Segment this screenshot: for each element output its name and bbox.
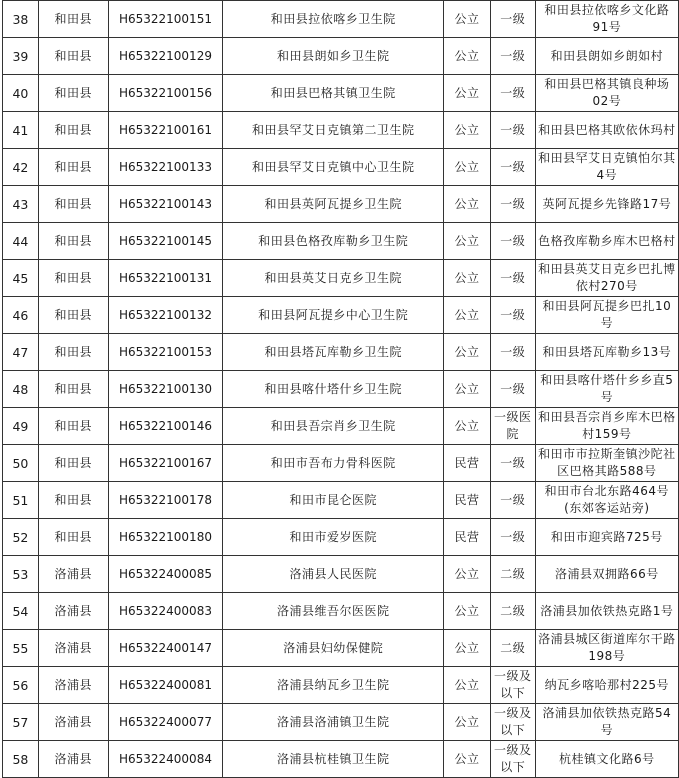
ownership-type-cell: 公立: [444, 1, 491, 38]
hospital-name-cell: 和田县英艾日克乡卫生院: [223, 260, 444, 297]
row-number: 39: [3, 38, 39, 75]
institution-code-cell: H65322100151: [108, 1, 223, 38]
hospital-level-cell: 一级医院: [490, 408, 535, 445]
institution-code-cell: H65322400077: [108, 704, 223, 741]
row-number: 53: [3, 556, 39, 593]
hospital-name-cell: 和田县拉依喀乡卫生院: [223, 1, 444, 38]
ownership-type-cell: 民营: [444, 519, 491, 556]
county-cell: 和田县: [38, 445, 108, 482]
row-number: 54: [3, 593, 39, 630]
hospital-name-cell: 洛浦县妇幼保健院: [223, 630, 444, 667]
ownership-type-cell: 公立: [444, 75, 491, 112]
hospital-level-cell: 一级: [490, 1, 535, 38]
institution-code-cell: H65322100156: [108, 75, 223, 112]
row-number: 40: [3, 75, 39, 112]
hospital-name-cell: 和田市吾布力骨科医院: [223, 445, 444, 482]
ownership-type-cell: 公立: [444, 593, 491, 630]
institution-code-cell: H65322100146: [108, 408, 223, 445]
county-cell: 和田县: [38, 334, 108, 371]
institution-code-cell: H65322100143: [108, 186, 223, 223]
address-cell: 洛浦县双拥路66号: [535, 556, 678, 593]
institution-code-cell: H65322100131: [108, 260, 223, 297]
ownership-type-cell: 公立: [444, 371, 491, 408]
row-number: 45: [3, 260, 39, 297]
table-row: [3, 445, 679, 482]
row-number: 43: [3, 186, 39, 223]
county-cell: 和田县: [38, 260, 108, 297]
hospital-name-cell: 和田县喀什塔什乡卫生院: [223, 371, 444, 408]
table-row: [3, 630, 679, 667]
institution-code-cell: H65322100130: [108, 371, 223, 408]
institution-code-cell: H65322400085: [108, 556, 223, 593]
table-row: [3, 408, 679, 445]
hospital-name-cell: 和田县罕艾日克镇第二卫生院: [223, 112, 444, 149]
ownership-type-cell: 公立: [444, 223, 491, 260]
ownership-type-cell: 公立: [444, 408, 491, 445]
institution-code-cell: H65322100161: [108, 112, 223, 149]
table-row: [3, 112, 679, 149]
table-body: [3, 1, 679, 778]
hospital-level-cell: 一级: [490, 334, 535, 371]
row-number: 56: [3, 667, 39, 704]
hospital-level-cell: 二级: [490, 556, 535, 593]
address-cell: 和田县朗如乡朗如村: [535, 38, 678, 75]
table-row: [3, 519, 679, 556]
county-cell: 和田县: [38, 223, 108, 260]
row-number: 57: [3, 704, 39, 741]
address-cell: 和田市迎宾路725号: [535, 519, 678, 556]
ownership-type-cell: 民营: [444, 482, 491, 519]
row-number: 49: [3, 408, 39, 445]
address-cell: 和田县吾宗肖乡库木巴格村159号: [535, 408, 678, 445]
county-cell: 和田县: [38, 112, 108, 149]
row-number: 55: [3, 630, 39, 667]
ownership-type-cell: 公立: [444, 149, 491, 186]
ownership-type-cell: 公立: [444, 630, 491, 667]
hospital-name-cell: 洛浦县杭桂镇卫生院: [223, 741, 444, 778]
ownership-type-cell: 公立: [444, 704, 491, 741]
county-cell: 洛浦县: [38, 630, 108, 667]
hospital-level-cell: 一级: [490, 482, 535, 519]
hospital-name-cell: 和田县色格孜库勒乡卫生院: [223, 223, 444, 260]
institution-code-cell: H65322100132: [108, 297, 223, 334]
hospital-name-cell: 洛浦县洛浦镇卫生院: [223, 704, 444, 741]
row-number: 52: [3, 519, 39, 556]
ownership-type-cell: 公立: [444, 186, 491, 223]
county-cell: 洛浦县: [38, 704, 108, 741]
ownership-type-cell: 公立: [444, 112, 491, 149]
hospital-name-cell: 和田县阿瓦提乡中心卫生院: [223, 297, 444, 334]
hospital-level-cell: 一级及以下: [490, 667, 535, 704]
county-cell: 和田县: [38, 297, 108, 334]
hospital-table: [2, 0, 679, 778]
hospital-name-cell: 和田县吾宗肖乡卫生院: [223, 408, 444, 445]
institution-code-cell: H65322400081: [108, 667, 223, 704]
table-row: [3, 556, 679, 593]
county-cell: 洛浦县: [38, 741, 108, 778]
county-cell: 和田县: [38, 371, 108, 408]
address-cell: 和田市市拉斯奎镇沙陀社区巴格其路588号: [535, 445, 678, 482]
hospital-level-cell: 一级: [490, 445, 535, 482]
ownership-type-cell: 公立: [444, 556, 491, 593]
row-number: 47: [3, 334, 39, 371]
hospital-level-cell: 一级: [490, 371, 535, 408]
address-cell: 纳瓦乡喀哈那村225号: [535, 667, 678, 704]
address-cell: 洛浦县加依铁热克路1号: [535, 593, 678, 630]
table-row: [3, 334, 679, 371]
hospital-name-cell: 和田县朗如乡卫生院: [223, 38, 444, 75]
hospital-level-cell: 二级: [490, 630, 535, 667]
hospital-level-cell: 一级及以下: [490, 704, 535, 741]
row-number: 46: [3, 297, 39, 334]
address-cell: 和田县巴格其欧依休玛村: [535, 112, 678, 149]
county-cell: 洛浦县: [38, 667, 108, 704]
table-row: [3, 371, 679, 408]
hospital-level-cell: 一级: [490, 38, 535, 75]
row-number: 50: [3, 445, 39, 482]
institution-code-cell: H65322400083: [108, 593, 223, 630]
address-cell: 和田县英艾日克乡巴扎博依村270号: [535, 260, 678, 297]
hospital-name-cell: 洛浦县人民医院: [223, 556, 444, 593]
address-cell: 和田县塔瓦库勒乡13号: [535, 334, 678, 371]
ownership-type-cell: 公立: [444, 260, 491, 297]
institution-code-cell: H65322400147: [108, 630, 223, 667]
hospital-level-cell: 一级: [490, 297, 535, 334]
address-cell: 和田县拉依喀乡文化路91号: [535, 1, 678, 38]
hospital-level-cell: 二级: [490, 593, 535, 630]
county-cell: 和田县: [38, 38, 108, 75]
institution-code-cell: H65322400084: [108, 741, 223, 778]
table-row: [3, 223, 679, 260]
row-number: 48: [3, 371, 39, 408]
institution-code-cell: H65322100178: [108, 482, 223, 519]
hospital-level-cell: 一级: [490, 260, 535, 297]
table-row: [3, 260, 679, 297]
table-row: [3, 297, 679, 334]
hospital-level-cell: 一级: [490, 149, 535, 186]
county-cell: 洛浦县: [38, 593, 108, 630]
county-cell: 和田县: [38, 1, 108, 38]
table-row: [3, 75, 679, 112]
hospital-name-cell: 和田县巴格其镇卫生院: [223, 75, 444, 112]
institution-code-cell: H65322100167: [108, 445, 223, 482]
row-number: 41: [3, 112, 39, 149]
table-row: [3, 482, 679, 519]
institution-code-cell: H65322100153: [108, 334, 223, 371]
table-row: [3, 593, 679, 630]
ownership-type-cell: 民营: [444, 445, 491, 482]
hospital-name-cell: 和田市昆仑医院: [223, 482, 444, 519]
table-row: [3, 1, 679, 38]
institution-code-cell: H65322100180: [108, 519, 223, 556]
hospital-level-cell: 一级: [490, 75, 535, 112]
table-row: [3, 149, 679, 186]
hospital-name-cell: 和田县塔瓦库勒乡卫生院: [223, 334, 444, 371]
table-row: [3, 704, 679, 741]
address-cell: 和田县喀什塔什乡乡直5号: [535, 371, 678, 408]
hospital-level-cell: 一级: [490, 112, 535, 149]
ownership-type-cell: 公立: [444, 741, 491, 778]
institution-code-cell: H65322100129: [108, 38, 223, 75]
ownership-type-cell: 公立: [444, 297, 491, 334]
ownership-type-cell: 公立: [444, 38, 491, 75]
institution-code-cell: H65322100133: [108, 149, 223, 186]
row-number: 42: [3, 149, 39, 186]
hospital-name-cell: 和田县英阿瓦提乡卫生院: [223, 186, 444, 223]
row-number: 51: [3, 482, 39, 519]
address-cell: 英阿瓦提乡先锋路17号: [535, 186, 678, 223]
hospital-level-cell: 一级及以下: [490, 741, 535, 778]
address-cell: 和田县巴格其镇良种场02号: [535, 75, 678, 112]
county-cell: 洛浦县: [38, 556, 108, 593]
address-cell: 洛浦县城区街道库尔干路198号: [535, 630, 678, 667]
hospital-name-cell: 和田市爱岁医院: [223, 519, 444, 556]
hospital-level-cell: 一级: [490, 186, 535, 223]
ownership-type-cell: 公立: [444, 667, 491, 704]
hospital-level-cell: 一级: [490, 519, 535, 556]
hospital-name-cell: 和田县罕艾日克镇中心卫生院: [223, 149, 444, 186]
row-number: 38: [3, 1, 39, 38]
table-row: [3, 741, 679, 778]
address-cell: 色格孜库勒乡库木巴格村: [535, 223, 678, 260]
hospital-name-cell: 洛浦县纳瓦乡卫生院: [223, 667, 444, 704]
county-cell: 和田县: [38, 482, 108, 519]
table-row: [3, 667, 679, 704]
table-row: [3, 38, 679, 75]
county-cell: 和田县: [38, 519, 108, 556]
county-cell: 和田县: [38, 186, 108, 223]
hospital-level-cell: 一级: [490, 223, 535, 260]
address-cell: 和田县罕艾日克镇怕尔其4号: [535, 149, 678, 186]
address-cell: 和田县阿瓦提乡巴扎10号: [535, 297, 678, 334]
address-cell: 洛浦县加依铁热克路54号: [535, 704, 678, 741]
ownership-type-cell: 公立: [444, 334, 491, 371]
institution-code-cell: H65322100145: [108, 223, 223, 260]
row-number: 58: [3, 741, 39, 778]
table-row: [3, 186, 679, 223]
county-cell: 和田县: [38, 408, 108, 445]
county-cell: 和田县: [38, 75, 108, 112]
hospital-name-cell: 洛浦县维吾尔医医院: [223, 593, 444, 630]
county-cell: 和田县: [38, 149, 108, 186]
address-cell: 杭桂镇文化路6号: [535, 741, 678, 778]
row-number: 44: [3, 223, 39, 260]
address-cell: 和田市台北东路464号(东郊客运站旁): [535, 482, 678, 519]
